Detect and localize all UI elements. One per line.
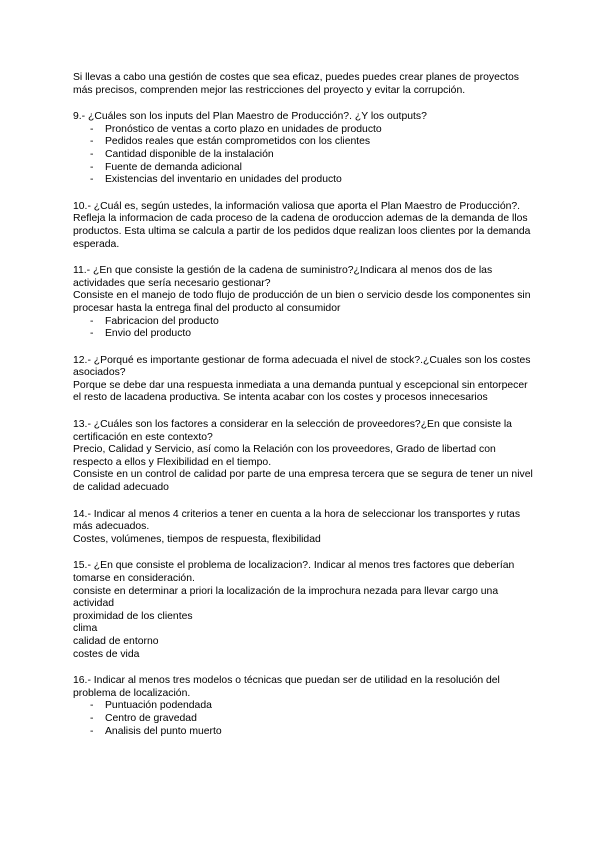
answer-10: Refleja la informacion de cada proceso de la cadena de oroduccion ademas de la demanda de llos productos. Esta ultima se calcula a partir de los pedidos dque realizan loos clientes por la demanda esperada. bbox=[73, 213, 531, 250]
answer-12: Porque se debe dar una respuesta inmediata a una demanda puntual y escepcional sin entorpecer el resto de lacadena productiva. Se intenta acabar con los costes y procesos innecesarios bbox=[73, 379, 528, 404]
factor-line: costes de vida bbox=[73, 648, 140, 660]
list-item: - Pedidos reales que están comprometidos con los clientes bbox=[73, 136, 535, 149]
list-item: - Centro de gravedad bbox=[73, 713, 535, 726]
question-14: 14.- Indicar al menos 4 criterios a tener en cuenta a la hora de seleccionar los transportes y rutas más adecuados. bbox=[73, 508, 521, 533]
question-16-section bbox=[73, 675, 535, 738]
list-item: - Fuente de demanda adicional bbox=[73, 162, 535, 175]
document-body bbox=[73, 72, 535, 752]
question-12-section bbox=[73, 355, 535, 405]
factor-line: calidad de entorno bbox=[73, 635, 159, 647]
question-11: 11.- ¿En que consiste la gestión de la cadena de suministro?¿Indicara al menos dos de las actividades que sería necesario gestionar? bbox=[73, 265, 493, 289]
question-12: 12.- ¿Porqué es importante gestionar de forma adecuada el nivel de stock?.¿Cuales son los costes asociados? bbox=[73, 354, 531, 379]
question-11-section bbox=[73, 265, 535, 341]
question-13: 13.- ¿Cuáles son los factores a considerar en la selección de proveedores?¿En que consiste la certificación en este contexto? bbox=[73, 419, 512, 443]
list-item: - Fabricacion del producto bbox=[73, 316, 535, 329]
answer-14: Costes, volúmenes, tiempos de respuesta, flexibilidad bbox=[73, 533, 321, 545]
list-item: - Pronóstico de ventas a corto plazo en unidades de producto bbox=[73, 124, 535, 137]
list-item: - Cantidad disponible de la instalación bbox=[73, 149, 535, 162]
question-11-list bbox=[73, 316, 535, 341]
question-10-section bbox=[73, 201, 535, 251]
answer-15: consiste en determinar a priori la localización de la improchura nezada para llevar cargo una actividad bbox=[73, 585, 499, 610]
question-13-section bbox=[73, 419, 535, 495]
intro-paragraph: Si llevas a cabo una gestión de costes que sea eficaz, puedes puedes crear planes de proyectos más precisos, comprenden mejor las restricciones del proyecto y evitar la corrupción. bbox=[73, 72, 519, 96]
list-item: - Analisis del punto muerto bbox=[73, 726, 535, 739]
question-10: 10.- ¿Cuál es, según ustedes, la información valiosa que aporta el Plan Maestro de Producción?. bbox=[73, 200, 521, 212]
list-item: - Envio del producto bbox=[73, 328, 535, 341]
factor-line: proximidad de los clientes bbox=[73, 610, 193, 622]
answer-13-factors: Precio, Calidad y Servicio, así como la Relación con los proveedores, Grado de libertad con respecto a ellos y Flexibilidad en el tiempo. bbox=[73, 444, 496, 468]
answer-13-certification: Consiste en un control de calidad por parte de una empresa tercera que se segura de tener un nivel de calidad adecuado bbox=[73, 469, 533, 494]
answer-11: Consiste en el manejo de todo flujo de producción de un bien o servicio desde los componentes sin procesar hasta la entrega final del producto al consumidor bbox=[73, 290, 531, 314]
question-9-list bbox=[73, 124, 535, 187]
question-15: 15.- ¿En que consiste el problema de localizacion?. Indicar al menos tres factores que deberían tomarse en consideración. bbox=[73, 560, 515, 584]
list-item: - Puntuación podendada bbox=[73, 700, 535, 713]
question-9-section bbox=[73, 111, 535, 187]
question-9: 9.- ¿Cuáles son los inputs del Plan Maestro de Producción?. ¿Y los outputs? bbox=[73, 111, 427, 123]
question-15-section bbox=[73, 560, 535, 661]
factor-line: clima bbox=[73, 623, 98, 635]
list-item: - Existencias del inventario en unidades del producto bbox=[73, 174, 535, 187]
question-16: 16.- Indicar al menos tres modelos o técnicas que puedan ser de utilidad en la resolución del problema de localización. bbox=[73, 675, 500, 699]
question-14-section bbox=[73, 509, 535, 547]
intro-section bbox=[73, 72, 535, 97]
question-16-list bbox=[73, 700, 535, 738]
